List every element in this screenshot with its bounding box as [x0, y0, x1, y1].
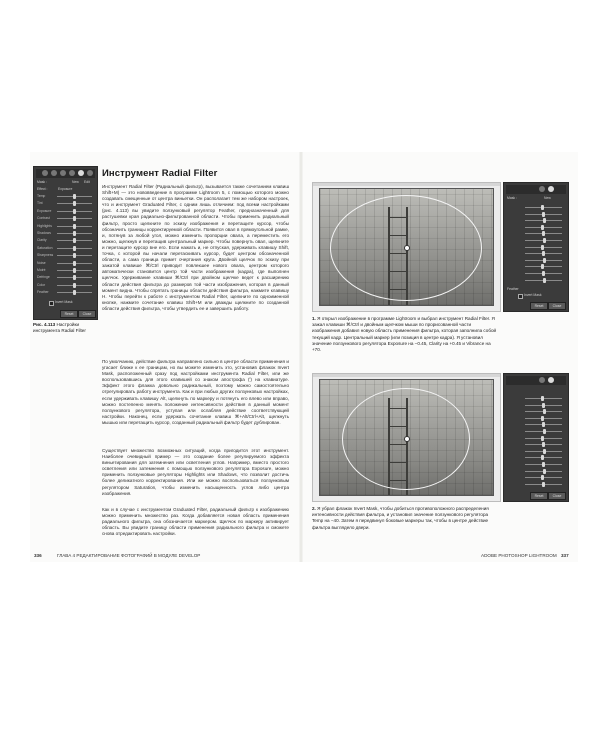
slider-label: Highlights	[37, 223, 52, 228]
slider-row	[37, 283, 94, 288]
slider-row	[507, 429, 564, 434]
tool-gradient-icon[interactable]	[69, 170, 75, 176]
feather-label: Feather	[507, 287, 519, 291]
tool-spot-icon[interactable]	[51, 170, 57, 176]
tool-brush-icon[interactable]	[87, 170, 93, 176]
body-paragraph-4: Как и в случае с инструментом Graduated Filter, радиальный фильтр к изображению можно применить множество раз. Когда добавляется новая область применения радиального фильтра, она обозначается маркером. Щелчок по маркеру активирует область. Вы увидите границу области применения радиального фильтра и сможете снова отредактировать настройки.	[102, 507, 289, 537]
slider-handle[interactable]	[543, 218, 546, 223]
reset-button[interactable]: Reset	[530, 302, 548, 310]
slider-row	[37, 224, 94, 229]
caption-2-text: Я убрал флажок Invert Mask, чтобы добиться противоположного распределения интенсивности действия фильтра, и установил значение ползункового регулятора Temp на −40. Затем я передвинул боковые маркеры так, чтобы в центре действие фильтра выглядело двери.	[312, 506, 489, 530]
radial-filter-panel	[33, 166, 98, 320]
reset-button[interactable]: Reset	[60, 310, 78, 318]
body-paragraph-2: По умолчанию, действие фильтра направлено сильно в центре области применения и угасает ближе к ее границам, но вы можете изменить это, установив флажок Invert Mask, расположенный сразу под настройками инструмента Radial Filter, или же воспользовавшись для этого клавишей со знаком апострофа (') на клавиатуре. Эффект этого флажка довольно радикальный, поэтому можно самостоятельно отрегулировать работу инструмента. Как и при любых других ползунковых настройках, если удерживать клавишу Alt, щелкнуть по маркеру и потянуть его влево или вправо, можно постепенно менять положение интенсивности действия в данный момент ползункового регулятора, уступая или ослабляя действие соответствующей настройки. Наконец, если удержать сочетание клавиш ⌘+Alt/Ctrl+Alt, щелкнуть мышью или перетащить курсор, созданный радиальный фильтр будет дублирован.	[102, 359, 289, 425]
slider-row	[507, 449, 564, 454]
filter-center-pin-1[interactable]	[404, 245, 410, 251]
slider-row	[507, 422, 564, 427]
slider-handle[interactable]	[542, 442, 545, 447]
effect-label: Effect :	[37, 187, 48, 191]
slider-handle[interactable]	[543, 409, 546, 414]
screenshot-2	[312, 373, 501, 502]
slider-handle[interactable]	[541, 455, 544, 460]
figure-caption	[33, 322, 98, 334]
slider-handle[interactable]	[542, 251, 545, 256]
slider-handle[interactable]	[541, 416, 544, 421]
slider-row	[507, 403, 564, 408]
section-heading: Инструмент Radial Filter	[102, 168, 218, 179]
slider-row	[507, 238, 564, 243]
slider-label: Noise	[37, 260, 46, 265]
invert-mask-label: Invert Mask	[55, 300, 73, 304]
slider-row	[507, 396, 564, 401]
slider-row	[507, 469, 564, 474]
slider-row	[37, 261, 94, 266]
slider-row	[507, 462, 564, 467]
slider-row	[37, 216, 94, 221]
slider-handle[interactable]	[73, 275, 76, 280]
slider-row	[37, 231, 94, 236]
invert-mask-label: Invert Mask	[524, 293, 542, 297]
slider-handle[interactable]	[73, 290, 76, 295]
slider-row	[507, 436, 564, 441]
slider-handle[interactable]	[73, 209, 76, 214]
slider-handle[interactable]	[541, 225, 544, 230]
slider-label: Tint	[37, 201, 43, 206]
caption-1-text: Я открыл изображение в программе Lightroom и выбрал инструмент Radial Filter. Я зажал клавиши ⌘/Ctrl и двойным щелчком мыши по прорисованной части изображения добавил новую область применения фильтра, которая заполнила собой текущий кадр. Центральный маркер (или позиция в центре кадра). Я установил значение ползункового регулятора Exposure на −0.45, Clarity на +0.45 и Vibrance на +70.	[312, 316, 497, 353]
slider-row	[507, 455, 564, 460]
close-button[interactable]: Close	[548, 492, 566, 500]
slider-handle[interactable]	[73, 246, 76, 251]
screenshot-2-toolbar	[313, 374, 500, 377]
tool-gradient-icon[interactable]	[539, 377, 545, 383]
slider-row	[507, 251, 564, 256]
slider-label: Color	[37, 282, 46, 287]
slider-row	[37, 246, 94, 251]
slider-row	[37, 201, 94, 206]
slider-handle[interactable]	[543, 449, 546, 454]
slider-label: Contrast	[37, 216, 50, 221]
reset-button[interactable]: Reset	[530, 492, 548, 500]
slider-handle[interactable]	[73, 253, 76, 258]
slider-handle[interactable]	[541, 205, 544, 210]
slider-label: Sharpness	[37, 253, 54, 258]
slider-row	[507, 231, 564, 236]
invert-mask-checkbox[interactable]	[49, 301, 54, 306]
slider-handle[interactable]	[73, 201, 76, 206]
slider-handle[interactable]	[541, 264, 544, 269]
wall-photo-2	[319, 379, 494, 496]
book-gutter	[299, 152, 303, 562]
slider-row	[507, 264, 564, 269]
screenshot-1	[312, 182, 501, 312]
slider-label: Moiré	[37, 268, 46, 272]
effect-preset-select[interactable]: Exposure	[58, 187, 73, 191]
caption-2	[312, 506, 498, 531]
slider-label: Feather	[37, 290, 49, 295]
slider-handle[interactable]	[541, 245, 544, 250]
left-page-number: 336	[34, 553, 42, 558]
slider-row	[507, 212, 564, 217]
right-running-head: ADOBE PHOTOSHOP LIGHTROOM	[481, 553, 557, 558]
slider-label: Clarity	[37, 238, 47, 243]
tool-gradient-icon[interactable]	[539, 186, 545, 192]
slider-row	[37, 268, 94, 273]
tool-crop-icon[interactable]	[42, 170, 48, 176]
close-button[interactable]: Close	[78, 310, 96, 318]
wall-photo-1	[319, 188, 494, 306]
slider-handle[interactable]	[73, 216, 76, 221]
slider-handle[interactable]	[542, 271, 545, 276]
slider-label: Exposure	[37, 208, 52, 213]
slider-row	[507, 225, 564, 230]
slider-handle[interactable]	[543, 238, 546, 243]
slider-row	[37, 290, 94, 295]
slider-row	[37, 194, 94, 199]
caption-1-number: 1.	[312, 316, 316, 321]
caption-1	[312, 316, 498, 353]
slider-label: Temp	[37, 194, 46, 198]
mask-edit-button[interactable]: Edit	[84, 180, 90, 184]
right-panel-2	[503, 373, 569, 502]
slider-handle[interactable]	[542, 231, 545, 236]
right-panel-1-toolstrip	[506, 185, 566, 194]
tool-redeye-icon[interactable]	[60, 170, 66, 176]
slider-handle[interactable]	[541, 436, 544, 441]
slider-handle[interactable]	[543, 429, 546, 434]
slider-row	[507, 409, 564, 414]
slider-row	[507, 482, 564, 487]
slider-handle[interactable]	[73, 283, 76, 288]
close-button[interactable]: Close	[548, 302, 566, 310]
screenshot-1-toolbar	[313, 183, 500, 186]
figure-caption-text: Настройки инструмента Radial Filter	[33, 322, 86, 334]
slider-row	[507, 278, 564, 283]
slider-handle[interactable]	[543, 469, 546, 474]
slider-row	[507, 205, 564, 210]
slider-handle[interactable]	[542, 482, 545, 487]
slider-row	[37, 238, 94, 243]
left-running-head: ГЛАВА 4 РЕДАКТИРОВАНИЕ ФОТОГРАФИЙ В МОДУЛЕ DEVELOP	[57, 553, 201, 558]
slider-row	[507, 271, 564, 276]
slider-handle[interactable]	[73, 231, 76, 236]
caption-2-number: 2.	[312, 506, 316, 511]
slider-row	[507, 245, 564, 250]
slider-handle[interactable]	[73, 261, 76, 266]
slider-handle[interactable]	[542, 403, 545, 408]
slider-handle[interactable]	[542, 422, 545, 427]
slider-handle[interactable]	[543, 278, 546, 283]
slider-row	[37, 253, 94, 258]
slider-row	[507, 442, 564, 447]
slider-handle[interactable]	[542, 212, 545, 217]
tool-radial-icon[interactable]	[548, 377, 554, 383]
slider-handle[interactable]	[543, 258, 546, 263]
body-paragraph-3: Существует множество возможных ситуаций, когда пригодится этот инструмент. Наиболее очевидный пример — это создание более регулируемого эффекта виньетирования для затемнения или осветления углов. Например, вместо простого осветления или затемнения с помощью ползункового регулятора Exposure, можно применить ползунковые регуляторы Highlights или Shadows, что позволит достичь более деликатного корректирования. Или же можно воспользоваться ползунковым регулятором Saturation, чтобы изменить насыщенность углов либо центра изображения.	[102, 448, 289, 496]
mask-label: Mask :	[507, 196, 517, 200]
slider-handle[interactable]	[73, 238, 76, 243]
tool-radial-icon[interactable]	[548, 186, 554, 192]
right-panel-2-toolstrip	[506, 376, 566, 385]
mask-new-button[interactable]: New	[72, 180, 79, 184]
slider-handle[interactable]	[542, 462, 545, 467]
slider-handle[interactable]	[73, 268, 76, 273]
slider-label: Saturation	[37, 245, 53, 250]
mask-label: Mask :	[37, 180, 47, 184]
slider-handle[interactable]	[541, 475, 544, 480]
slider-handle[interactable]	[73, 224, 76, 229]
tool-radial-icon[interactable]	[78, 170, 84, 176]
slider-row	[37, 209, 94, 214]
right-panel-1	[503, 182, 569, 312]
slider-label: Shadows	[37, 231, 51, 235]
slider-row	[507, 258, 564, 263]
invert-mask-checkbox[interactable]	[518, 294, 523, 299]
slider-row	[507, 475, 564, 480]
right-page-number: 337	[561, 553, 569, 558]
body-paragraph-1: Инструмент Radial Filter (Радиальный фильтр), вызывается также сочетанием клавиш Shift+M) — это нововведение в программе Lightroom 5, с помощью которого можно создавать смещенные от центра виньетки. Он располагает тем же набором настроек, что и инструмент Graduated Filter, с одним лишь отличием: под всеми настройками (рис. 4.113) вы увидите ползунковый регулятор Feather, предназначенный для растушевки края радиально-фильтрованной области. Чтобы применить радиальный фильтр, просто щелкните по эскизу изображения и перетащите курсор, чтобы обозначить границы корректируемой области. Появится овал в прямоугольной рамке, и, потянув за любой угол, можно изменить пропорции овала, а переместить его можно, щелкнув и перетащив центральный маркер. Чтобы повернуть овал, щелкните и перетащите курсор вне его. Если нажать и, не отпуская, удерживать клавишу Shift, точка, с которой вы начали перетаскивать курсор, будет центром обозначенной области, а сама граница примет очертания круга. Двойной щелчок по эскизу при зажатой клавише ⌘/Ctrl приводит повлекшее нового овала, центром которого автоматически становится центр той части изображения (кадра), где выполнен щелчок. Удерживание клавиши ⌘/Ctrl при двойном щелчке ведет к расширению области действия фильтра до размеров той части изображения, которая в данный момент видна. Чтобы спрятать границы области действия фильтра, нажмите клавишу H. Чтобы перейти к работе с инструментом Radial Filter, щелкните по одноименной кнопке, нажмите сочетание клавиш Shift+M или дважды щелкните по созданной области действия фильтра, чтобы утвердить ее и завершить работу.	[102, 184, 289, 311]
slider-handle[interactable]	[73, 194, 76, 199]
mask-new-button[interactable]: New	[544, 196, 551, 200]
slider-row	[37, 275, 94, 280]
figure-caption-label: Рис. 4.113	[33, 322, 56, 327]
filter-center-pin-2[interactable]	[404, 436, 410, 442]
slider-handle[interactable]	[541, 396, 544, 401]
slider-row	[507, 416, 564, 421]
slider-row	[507, 218, 564, 223]
slider-label: Defringe	[37, 275, 50, 280]
